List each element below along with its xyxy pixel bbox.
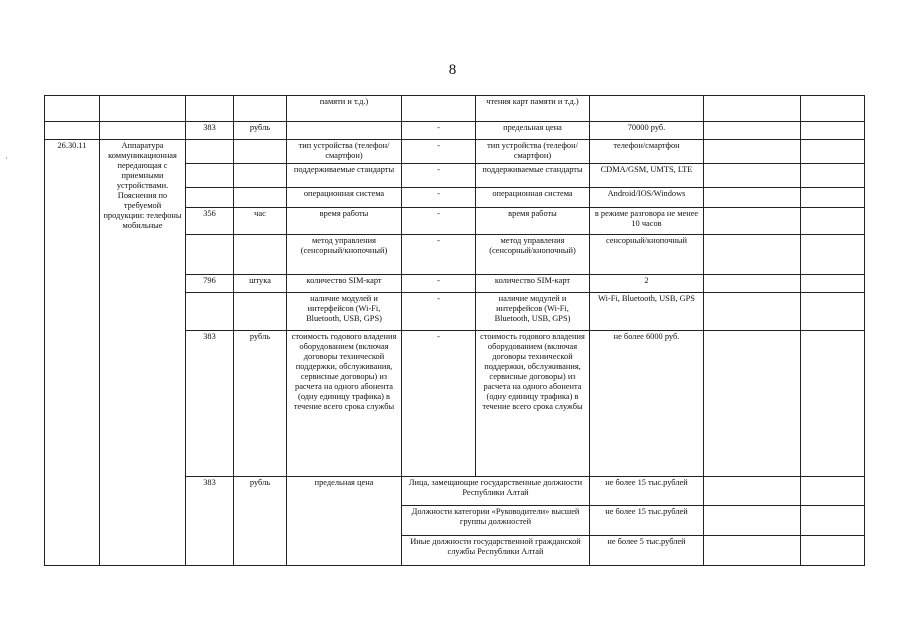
table-cell-extra [801,275,865,293]
table-cell-extra [801,208,865,235]
table-cell-extra [801,293,865,331]
table-cell-value: CDMA/GSM, UMTS, LTE [590,164,704,188]
table-cell-reference-value: - [402,331,476,477]
table-cell-characteristic: наличие модулей и интерфейсов (Wi-Fi, Bluetooth, USB, GPS) [287,293,402,331]
table-cell-value: телефон/смартфон [590,140,704,164]
table-cell-unit: рубль [234,331,287,477]
table-cell-extra [801,235,865,275]
table-cell-extra [704,208,801,235]
table-cell-position-group: Лица, замещающие государственные должности Республики Алтай [402,477,590,506]
table-cell-reference-value: - [402,293,476,331]
table-cell-extra [704,122,801,140]
table-cell-unit [234,235,287,275]
table-cell-extra [801,477,865,506]
table-cell-unit [234,140,287,164]
table-cell-extra [704,506,801,536]
table-cell-value: не более 15 тыс.рублей [590,506,704,536]
table-cell-reference-value: - [402,208,476,235]
table-cell-characteristic [287,122,402,140]
table-cell-extra [704,235,801,275]
table-cell-extra [704,536,801,566]
table-cell-characteristic-approved: стоимость годового владения оборудованием (включая договоры технической поддержки, обслуживания, сервисные договоры) из расчета на одного абонента (одну единицу трафика) в течение всего срока службы [476,331,590,477]
table-row [45,140,865,164]
table-cell-extra [704,140,801,164]
table-cell-characteristic: поддерживаемые стандарты [287,164,402,188]
table-cell-okei-code: 796 [186,275,234,293]
page-number: 8 [448,62,457,78]
table-cell-value: не более 15 тыс.рублей [590,477,704,506]
table-cell-unit: час [234,208,287,235]
table-cell-unit [234,164,287,188]
table-cell-okei-code [186,96,234,122]
table-cell-reference-value [402,96,476,122]
table-cell-value: не более 5 тыс.рублей [590,536,704,566]
table-cell-characteristic-approved: чтения карт памяти и т.д.) [476,96,590,122]
table-row [45,122,865,140]
table-cell-characteristic-approved: поддерживаемые стандарты [476,164,590,188]
table-cell-characteristic-approved: предельная цена [476,122,590,140]
table-cell-extra [801,188,865,208]
table-cell-reference-value: - [402,275,476,293]
table-cell-characteristic-approved: время работы [476,208,590,235]
table-cell-characteristic: количество SIM-карт [287,275,402,293]
table-cell-code: 26.30.11 [45,140,100,566]
table-cell-code [45,96,100,122]
table-cell-okei-code: 383 [186,122,234,140]
table-cell-value: сенсорный/кнопочный [590,235,704,275]
table-cell-value: в режиме разговора не менее 10 часов [590,208,704,235]
table-cell-okei-code: 383 [186,331,234,477]
table-cell-reference-value: - [402,122,476,140]
table-cell-unit: штука [234,275,287,293]
table-cell-extra [801,122,865,140]
table-cell-characteristic: памяти и т.д.) [287,96,402,122]
table-cell-unit [234,293,287,331]
table-cell-reference-value: - [402,188,476,208]
table-cell-extra [801,164,865,188]
table-cell-unit: рубль [234,122,287,140]
table-cell-value: Wi-Fi, Bluetooth, USB, GPS [590,293,704,331]
stray-mark: · [5,153,8,163]
table-cell-unit: рубль [234,477,287,566]
table-cell-okei-code [186,164,234,188]
table-cell-characteristic-approved: тип устройства (телефон/смартфон) [476,140,590,164]
table-cell-characteristic-approved: наличие модулей и интерфейсов (Wi-Fi, Bluetooth, USB, GPS) [476,293,590,331]
table-cell-characteristic-approved: операционная система [476,188,590,208]
table-cell-extra [801,536,865,566]
table-cell-code [45,122,100,140]
table-cell-reference-value: - [402,140,476,164]
table-cell-reference-value: - [402,235,476,275]
table-cell-value: 70000 руб. [590,122,704,140]
table-cell-name: Аппаратура коммуникационная передающая с приемными устройствами. Пояснения по требуемой продукции: телефоны мобильные [100,140,186,566]
table-cell-name [100,122,186,140]
table-cell-extra [704,164,801,188]
table-cell-characteristic-approved: метод управления (сенсорный/кнопочный) [476,235,590,275]
table-cell-okei-code [186,188,234,208]
table-cell-characteristic: операционная система [287,188,402,208]
table-cell-extra [704,331,801,477]
table-cell-extra [704,96,801,122]
table-row [45,96,865,122]
table-cell-extra [801,96,865,122]
table-cell-okei-code [186,140,234,164]
table-cell-extra [704,477,801,506]
table-cell-extra [801,331,865,477]
table-cell-extra [801,506,865,536]
table-cell-reference-value: - [402,164,476,188]
table-cell-characteristic: время работы [287,208,402,235]
table-cell-okei-code [186,293,234,331]
table-cell-extra [801,140,865,164]
table-cell-extra [704,188,801,208]
table-cell-okei-code: 383 [186,477,234,566]
table-cell-value: Android/IOS/Windows [590,188,704,208]
table-cell-extra [704,275,801,293]
table-cell-value [590,96,704,122]
table-cell-unit [234,96,287,122]
table-cell-value: 2 [590,275,704,293]
specification-table [44,95,865,566]
table-cell-characteristic: предельная цена [287,477,402,566]
table-cell-characteristic: стоимость годового владения оборудованием (включая договоры технической поддержки, обслуживания, сервисные договоры) из расчета на одного абонента (одну единицу трафика) в течение всего срока службы [287,331,402,477]
table-cell-characteristic-approved: количество SIM-карт [476,275,590,293]
table-cell-unit [234,188,287,208]
table-cell-position-group: Иные должности государственной гражданской службы Республики Алтай [402,536,590,566]
table-cell-characteristic: метод управления (сенсорный/кнопочный) [287,235,402,275]
table-cell-okei-code [186,235,234,275]
table-cell-value: не более 6000 руб. [590,331,704,477]
table-cell-okei-code: 356 [186,208,234,235]
table-cell-position-group: Должности категории «Руководители» высшей группы должностей [402,506,590,536]
table-cell-characteristic: тип устройства (телефон/смартфон) [287,140,402,164]
table-cell-name [100,96,186,122]
table-cell-extra [704,293,801,331]
